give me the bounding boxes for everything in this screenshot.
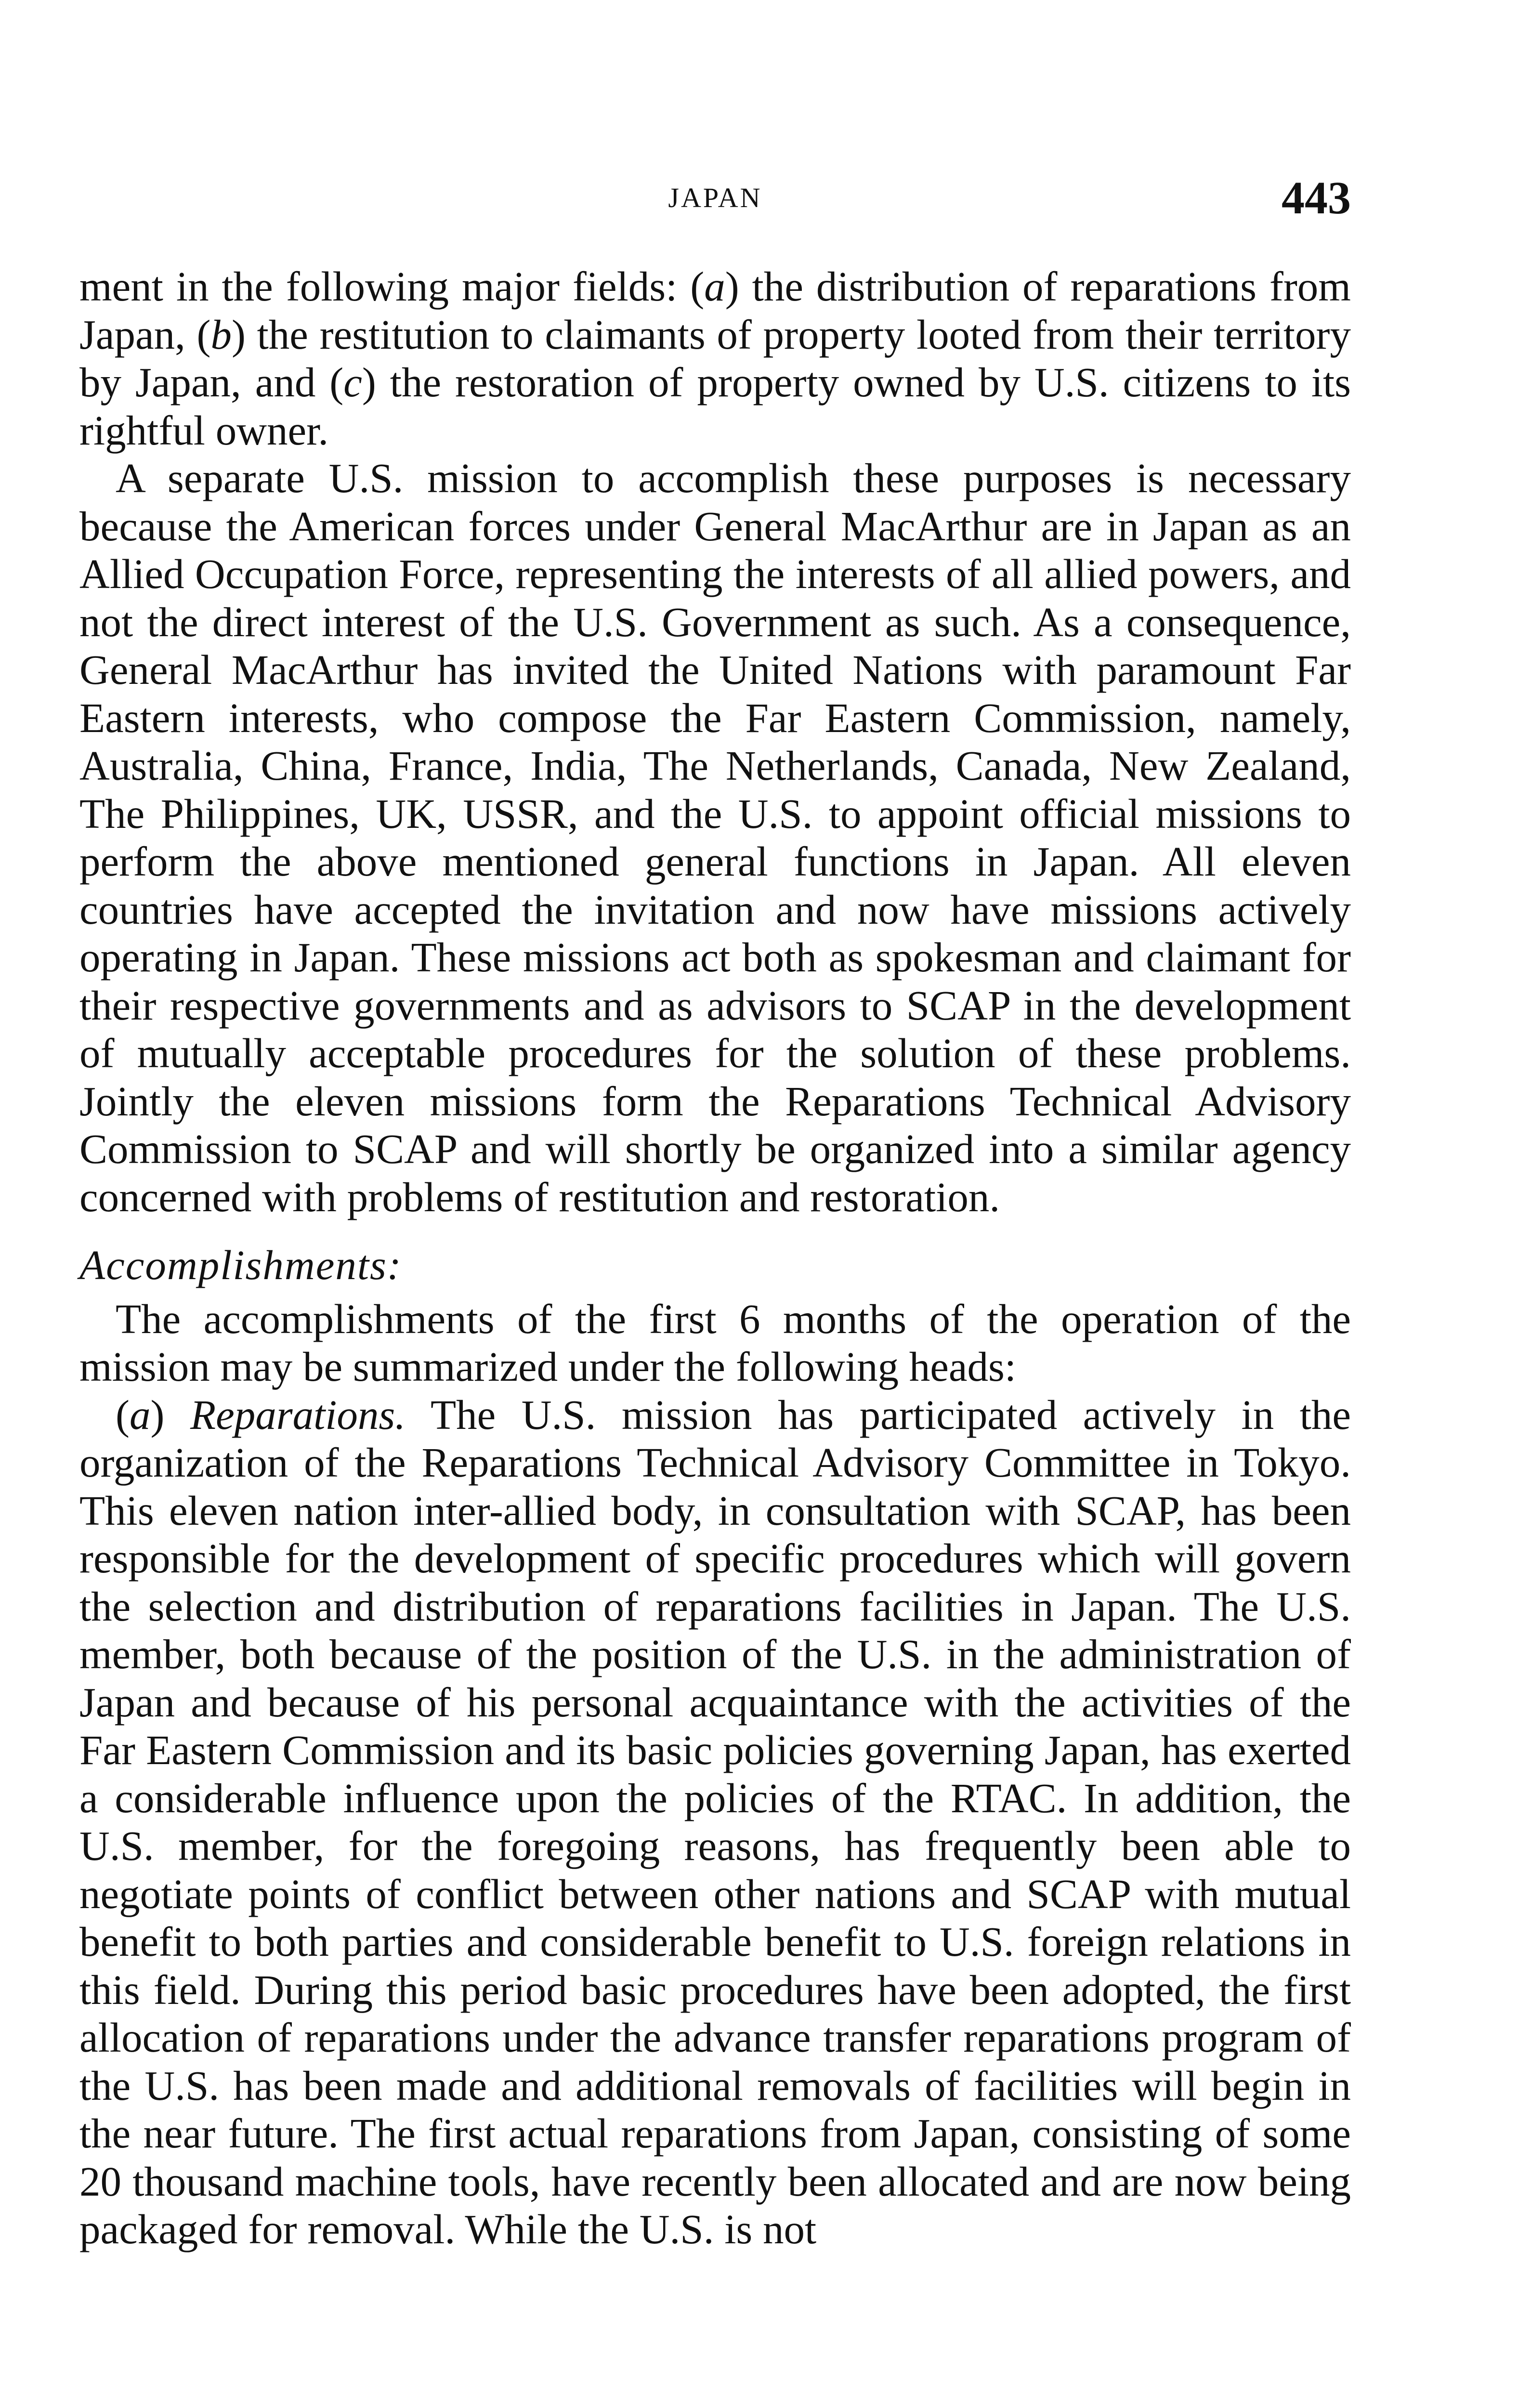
paragraph-reparations	[79, 1391, 1351, 2253]
paragraph-accomplishments-intro: The accomplishments of the first 6 months of the operation of the mission may be summarized under the following heads:	[79, 1295, 1351, 1390]
subsection-title: Reparations.	[190, 1391, 406, 1438]
paragraph-fragment: The U.S. mission has participated actively in the organization of the Reparations Technical Advisory Committee in Tokyo. This eleven nation inter-allied body, in consultation with SCAP, has been responsible for the development of specific procedures which will govern the selection and distribution of reparations facilities in Japan. The U.S. member, both because of the position of the U.S. in the administration of Japan and because of his personal acquaintance with the activities of the Far Eastern Commission and its basic policies governing Japan, has exerted a considerable influence upon the policies of the RTAC. In addition, the U.S. member, for the foregoing reasons, has frequently been able to negotiate points of conflict between other nations and SCAP with mutual benefit to both parties and considerable benefit to U.S. foreign relations in this field. During this period basic procedures have been adopted, the first allocation of reparations under the advance transfer reparations program of the U.S. has been made and additional removals of facilities will begin in the near future. The first actual reparations from Japan, consisting of some 20 thousand machine tools, have recently been allocated and are now being packaged for removal. While the U.S. is not	[79, 1391, 1351, 2252]
item-letter: b	[210, 311, 232, 358]
item-letter: c	[343, 359, 362, 406]
paragraph-fragment: ) the distribution of reparations from Japan, (	[79, 263, 1351, 358]
paragraph-fragment: ) the restitution to claimants of property looted from their territory by Japan, and (	[79, 311, 1351, 406]
running-head: JAPAN	[668, 182, 762, 213]
body-text	[79, 262, 1351, 2253]
item-letter: a	[704, 263, 725, 310]
section-heading: Accomplishments:	[79, 1242, 402, 1288]
page-number: 443	[1282, 172, 1351, 223]
paragraph-fragment: ment in the following major fields: (	[79, 263, 705, 310]
item-letter: a	[129, 1391, 151, 1438]
paragraph-fragment: )	[150, 1391, 190, 1438]
paragraph-continued	[79, 262, 1351, 454]
paragraph-mission-purpose: A separate U.S. mission to accomplish these purposes is necessary because the American forces under General MacArthur are in Japan as an Allied Occupation Force, representing the interests of all allied powers, and not the direct interest of the U.S. Government as such. As a consequence, General MacArthur has invited the United Nations with paramount Far Eastern interests, who compose the Far Eastern Commission, namely, Australia, China, France, India, The Netherlands, Canada, New Zealand, The Philippines, UK, USSR, and the U.S. to appoint official missions to perform the above mentioned general functions in Japan. All eleven countries have accepted the invitation and now have missions actively operating in Japan. These missions act both as spokesman and claimant for their respective governments and as advisors to SCAP in the development of mutually acceptable procedures for the solution of these problems. Jointly the eleven missions form the Reparations Technical Advisory Commission to SCAP and will shortly be organized into a similar agency concerned with problems of restitution and restoration.	[79, 455, 1351, 1220]
page-header	[79, 171, 1351, 229]
paragraph-fragment: ) the restoration of property owned by U.S. citizens to its rightful owner.	[79, 359, 1351, 454]
paragraph-fragment: (	[116, 1391, 130, 1438]
